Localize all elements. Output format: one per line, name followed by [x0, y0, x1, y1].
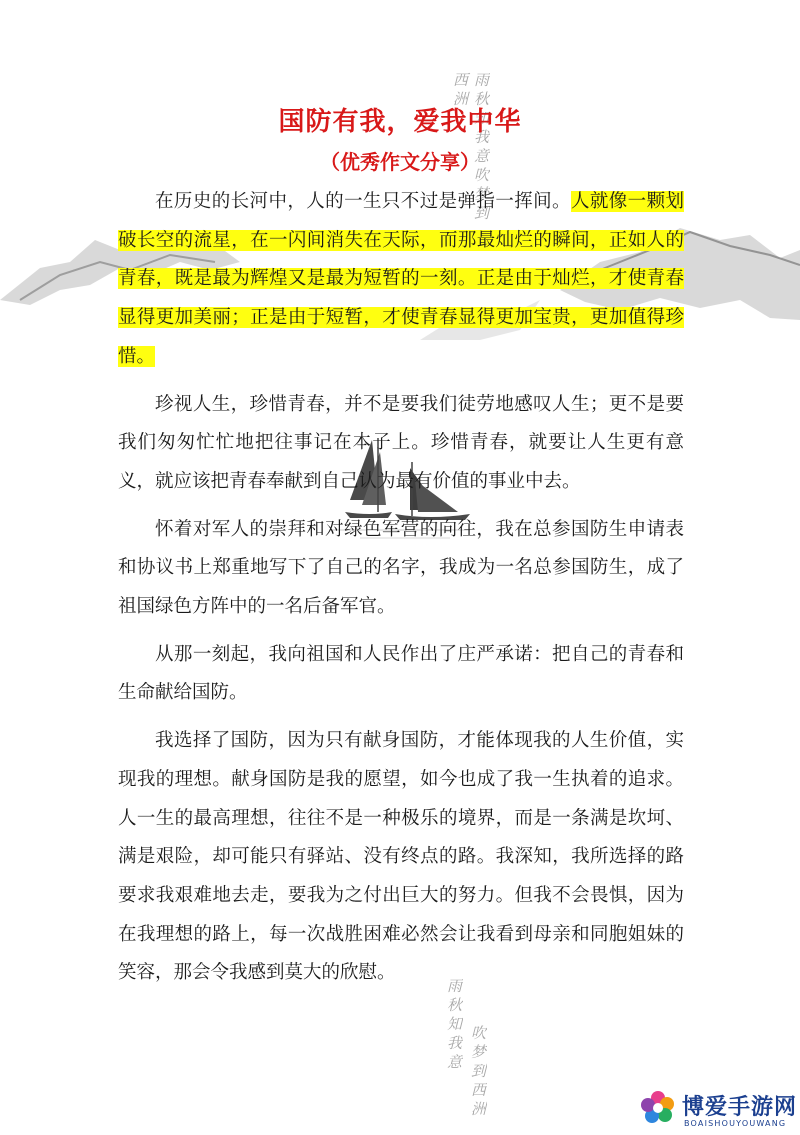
paragraph-2: 珍视人生，珍惜青春，并不是要我们徒劳地感叹人生；更不是要我们匆匆忙忙地把往事记在本子上。珍惜青春，就要让人生更有意义，就应该把青春奉献到自己认为最有价值的事业中去。 — [118, 393, 684, 492]
paragraph-1-intro: 在历史的长河中，人的一生只不过是弹指一挥间。 — [155, 191, 571, 212]
watermark-name-cn: 博爱手游网 — [682, 1095, 798, 1120]
calligraphy-top: 雨秋知我意吹梦到西洲 — [451, 72, 490, 224]
paragraph-4: 从那一刻起，我向祖国和人民作出了庄严承诺：把自己的青春和生命献给国防。 — [118, 643, 684, 704]
flower-logo-icon — [640, 1090, 676, 1126]
calligraphy-bottom-right: 吹梦到西洲 — [469, 1025, 487, 1120]
site-watermark — [640, 1088, 800, 1132]
highlighted-passage: 人就像一颗划破长空的流星，在一闪间消失在天际，而那最灿烂的瞬间，正如人的青春，既是最为辉煌又是最为短暂的一刻。正是由于灿烂，才使青春显得更加美丽；正是由于短暂，才使青春显得更加宝贵，更加值得珍惜。 — [118, 191, 684, 367]
document-title: 国防有我，爱我中华 — [278, 107, 522, 137]
paragraph-5: 我选择了国防，因为只有献身国防，才能体现我的人生价值，实现我的理想。献身国防是我的愿望，如今也成了我一生执着的追求。人一生的最高理想，往往不是一种极乐的境界，而是一条满是坎坷、满是艰险，却可能只有驿站、没有终点的路。我深知，我所选择的路要求我艰难地去走，要我为之付出巨大的努力。但我不会畏惧，因为在我理想的路上，每一次战胜困难必然会让我看到母亲和同胞姐妹的笑容，那会令我感到莫大的欣慰。 — [118, 730, 684, 984]
document-subtitle: （优秀作文分享） — [320, 150, 480, 174]
paragraph-3: 怀着对军人的崇拜和对绿色军营的向往，我在总参国防生申请表和协议书上郑重地写下了自己的名字，我成为一名总参国防生，成了祖国绿色方阵中的一名后备军官。 — [118, 518, 684, 618]
article-body — [118, 183, 684, 1002]
watermark-name-en: BOAISHOUYOUWANG — [684, 1119, 787, 1128]
calligraphy-bottom-left: 雨秋知我意 — [445, 978, 463, 1073]
paragraph-1 — [118, 183, 684, 377]
